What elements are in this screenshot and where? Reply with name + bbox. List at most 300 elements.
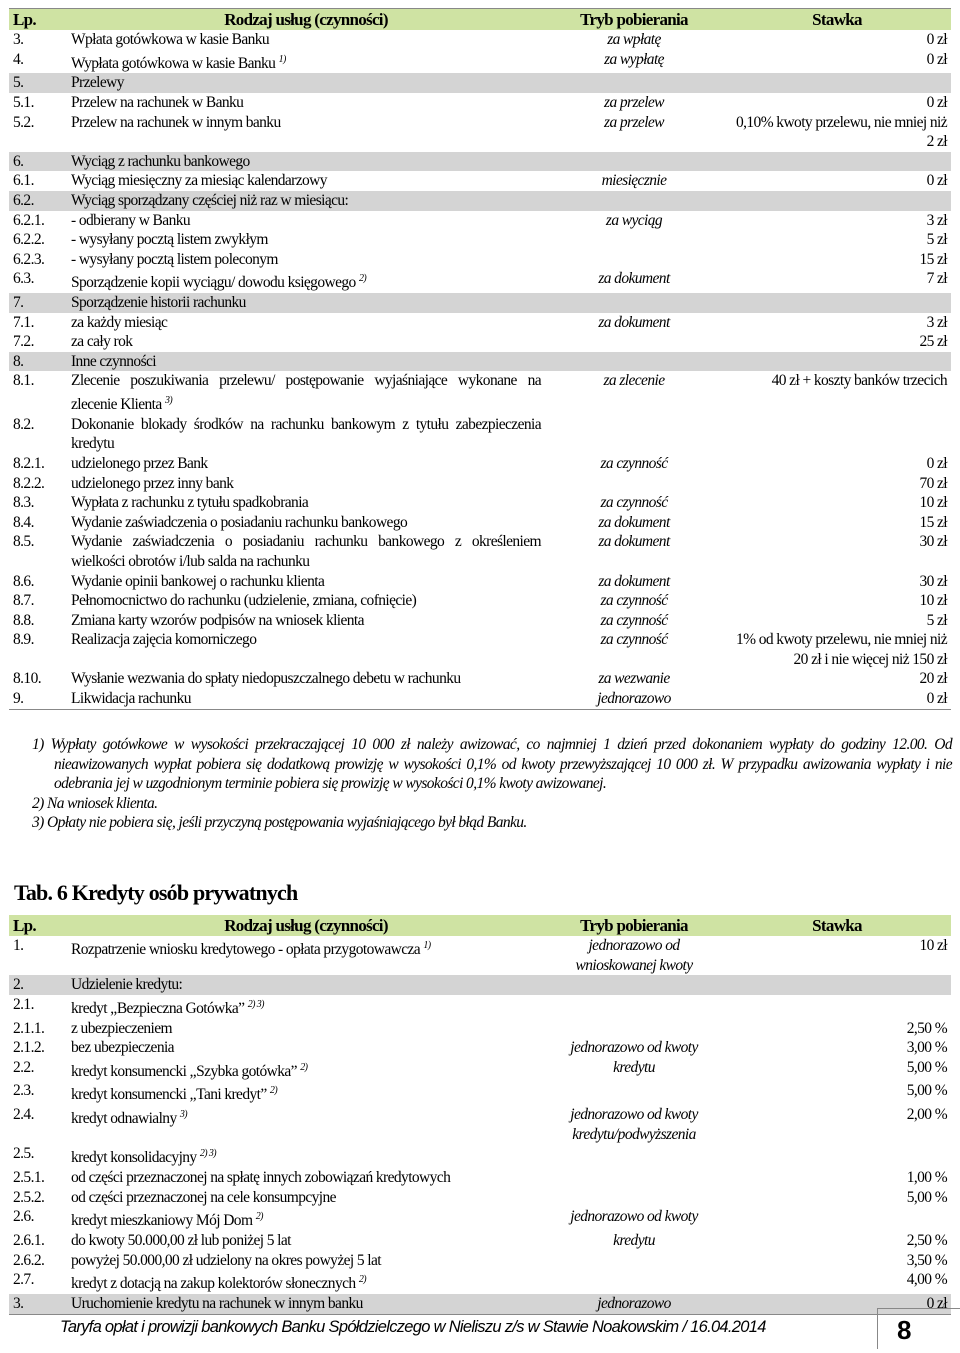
fees-table	[9, 8, 951, 710]
row-service-text: Wydanie zaświadczenia o posiadaniu rachunku bankowego	[71, 513, 408, 531]
row-lp	[9, 293, 67, 313]
table-row	[9, 250, 951, 270]
row-lp-text: 2.3.	[13, 1082, 34, 1100]
row-lp-text: 8.3.	[13, 494, 34, 512]
row-mode-text: jednorazowo	[597, 690, 671, 708]
row-service-text: Przelew na rachunek w Banku	[71, 93, 244, 111]
row-lp	[9, 1058, 67, 1082]
table-header-row	[9, 915, 951, 936]
row-service	[67, 611, 545, 631]
row-rate-text: 40 zł + koszty banków trzecich	[771, 372, 947, 390]
row-mode	[545, 1038, 723, 1058]
row-service	[67, 532, 545, 571]
row-lp-text: 2.1.2.	[13, 1039, 45, 1057]
row-rate	[723, 415, 951, 454]
row-service	[67, 1081, 545, 1105]
row-lp	[9, 1207, 67, 1231]
row-rate-text: 3 zł	[926, 211, 947, 229]
row-lp	[9, 1168, 67, 1188]
row-service-text: Wydanie opinii bankowej o rachunku klienta	[71, 572, 325, 590]
row-service	[67, 474, 545, 494]
table-row	[9, 493, 951, 513]
row-lp	[9, 474, 67, 494]
row-rate-text: 5 zł	[926, 231, 947, 249]
row-mode-text: za dokument	[598, 572, 670, 590]
row-service-text: od części przeznaczonej na spłatę innych zobowiązań kredytowych	[71, 1169, 451, 1187]
row-service	[67, 230, 545, 250]
row-mode	[545, 689, 723, 709]
row-lp-text: 8.2.	[13, 415, 34, 433]
row-service	[67, 1207, 545, 1231]
row-mode-text: za dokument	[598, 313, 670, 331]
row-lp-text: 8.2.1.	[13, 454, 45, 472]
row-service-text: kredyt konsumencki ,,Szybka gotówka”	[71, 1062, 297, 1080]
row-service-text: Przelewy	[71, 74, 124, 92]
header-lp: Lp.	[9, 9, 67, 31]
row-lp	[9, 1081, 67, 1105]
row-rate-text: 0 zł	[926, 93, 947, 111]
footnote-ref: 2) 3)	[199, 1148, 217, 1160]
row-rate	[723, 50, 951, 74]
row-rate-text: 2,50 %	[906, 1232, 947, 1250]
row-lp-text: 2.4.	[13, 1106, 34, 1124]
row-service	[67, 591, 545, 611]
table-row	[9, 454, 951, 474]
row-service	[67, 1251, 545, 1271]
row-service-text: Zlecenie poszukiwania przelewu/ postępowanie wyjaśniające wykonane na zlecenie Klienta	[71, 372, 541, 414]
row-rate-text: 30 zł	[919, 572, 947, 590]
footnote: 1) Wypłaty gotówkowe w wysokości przekraczającej 10 000 zł należy awizować, co najmniej 1 dzień przed dokonaniem wypłaty do godziny 12.00. Od nieawizowanych wypłat pobiera się dodatkową prowizję w wysokości 0,1% od kwoty przewyższającej 10 000 zł. W przypadku awizowania wypłaty i nie odebrania jej w uzgodnionym terminie pobiera się prowizję w wysokości 0,1% kwoty awizowanej.	[32, 736, 952, 792]
row-lp	[9, 371, 67, 414]
table-row	[9, 332, 951, 352]
row-service-text: Pełnomocnictwo do rachunku (udzielenie, zmiana, cofnięcie)	[71, 592, 417, 610]
row-lp	[9, 269, 67, 293]
table-row	[9, 293, 951, 313]
footnote-ref: 2)	[358, 1274, 366, 1286]
row-rate-text: 4,00 %	[906, 1271, 947, 1289]
row-service	[67, 250, 545, 270]
row-rate-text: 1,00 %	[906, 1169, 947, 1187]
row-service-text: Wydanie zaświadczenia o posiadaniu rachunku bankowego z określeniem wielkości obrotów i/lub salda na rachunku	[71, 533, 541, 570]
row-rate-text: 20 zł	[919, 670, 947, 688]
row-lp-text: 5.2.	[13, 113, 34, 131]
row-service-text: kredyt odnawialny	[71, 1110, 177, 1128]
section-title: Tab. 6 Kredyty osób prywatnych	[14, 880, 298, 905]
row-mode	[545, 211, 723, 231]
header-service: Rodzaj usług (czynności)	[67, 915, 545, 936]
row-rate	[723, 1081, 951, 1105]
row-lp-text: 2.5.2.	[13, 1188, 45, 1206]
row-rate	[723, 171, 951, 191]
row-lp-text: 6.	[13, 152, 24, 170]
footer-text: Taryfa opłat i prowizji bankowych Banku Spółdzielczego w Nieliszu z/s w Stawie Noakowskim / 16.04.2014	[60, 1318, 766, 1336]
row-rate	[723, 211, 951, 231]
row-lp-text: 6.3.	[13, 270, 34, 288]
row-rate-text: 5,00 %	[906, 1188, 947, 1206]
row-lp	[9, 113, 67, 152]
row-mode	[545, 1294, 723, 1314]
row-rate	[723, 1038, 951, 1058]
row-service	[67, 269, 545, 293]
row-rate	[723, 73, 951, 93]
row-service-text: do kwoty 50.000,00 zł lub poniżej 5 lat	[71, 1232, 291, 1250]
table-row	[9, 1207, 951, 1231]
row-service	[67, 1058, 545, 1082]
row-service	[67, 293, 545, 313]
row-service-text: Wpłata gotówkowa w kasie Banku	[71, 31, 270, 48]
row-mode	[545, 1251, 723, 1271]
row-lp-text: 6.2.3.	[13, 250, 45, 268]
row-service	[67, 415, 545, 454]
row-mode	[545, 995, 723, 1019]
row-mode	[545, 611, 723, 631]
row-rate-text: 0 zł	[926, 172, 947, 190]
row-rate-text: 3,00 %	[906, 1039, 947, 1057]
table-row	[9, 1058, 951, 1082]
row-rate	[723, 1105, 951, 1144]
row-mode	[545, 1188, 723, 1208]
row-lp	[9, 1231, 67, 1251]
table-row	[9, 669, 951, 689]
row-lp	[9, 30, 67, 50]
row-rate-text: 15 zł	[919, 250, 947, 268]
table-row	[9, 572, 951, 592]
row-service-text: Wypłata z rachunku z tytułu spadkobrania	[71, 494, 309, 512]
row-rate	[723, 332, 951, 352]
row-service	[67, 73, 545, 93]
row-lp-text: 8.9.	[13, 631, 34, 649]
row-lp	[9, 73, 67, 93]
row-mode	[545, 1019, 723, 1039]
row-service-text: kredyt z dotacją na zakup kolektorów słonecznych	[71, 1275, 356, 1293]
row-lp-text: 8.2.2.	[13, 474, 45, 492]
row-service-text: kredyt ,,Bezpieczna Gotówka”	[71, 999, 245, 1017]
row-service	[67, 1270, 545, 1294]
row-service-text: od części przeznaczonej na cele konsumpcyjne	[71, 1188, 336, 1206]
row-mode	[545, 630, 723, 669]
row-rate-text: 3,50 %	[906, 1251, 947, 1269]
row-rate	[723, 513, 951, 533]
header-mode: Tryb pobierania	[545, 9, 723, 31]
row-mode	[545, 1231, 723, 1251]
table-row	[9, 936, 951, 975]
row-service	[67, 1105, 545, 1144]
row-service	[67, 572, 545, 592]
row-mode	[545, 454, 723, 474]
row-lp-text: 3.	[13, 1295, 24, 1313]
row-rate	[723, 250, 951, 270]
row-service-text: Wyciąg z rachunku bankowego	[71, 152, 250, 170]
row-service-text: Inne czynności	[71, 352, 156, 370]
row-lp-text: 5.1.	[13, 93, 34, 111]
row-service	[67, 1019, 545, 1039]
row-mode-text: za zlecenie	[603, 372, 665, 390]
table-row	[9, 93, 951, 113]
row-rate	[723, 454, 951, 474]
row-lp	[9, 93, 67, 113]
row-rate-text: 15 zł	[919, 513, 947, 531]
row-lp	[9, 936, 67, 975]
row-mode-text: za wezwanie	[598, 670, 670, 688]
row-lp-text: 2.6.1.	[13, 1232, 45, 1250]
row-lp	[9, 171, 67, 191]
row-rate	[723, 995, 951, 1019]
row-lp	[9, 1105, 67, 1144]
row-lp	[9, 995, 67, 1019]
row-rate-text: 5,00 %	[906, 1058, 947, 1076]
row-lp-text: 8.4.	[13, 513, 34, 531]
row-rate	[723, 630, 951, 669]
row-service	[67, 1168, 545, 1188]
row-mode-text: za przelew	[604, 93, 664, 111]
row-mode-text: za wypłatę	[604, 50, 664, 68]
row-service	[67, 171, 545, 191]
footnote-ref: 2)	[255, 1211, 263, 1223]
row-service-text: z ubezpieczeniem	[71, 1019, 172, 1037]
row-service	[67, 630, 545, 669]
row-rate	[723, 975, 951, 995]
row-mode	[545, 936, 723, 975]
header-rate: Stawka	[723, 9, 951, 31]
row-rate-text: 5 zł	[926, 611, 947, 629]
row-service-text: udzielonego przez Bank	[71, 454, 208, 472]
row-lp	[9, 313, 67, 333]
row-lp-text: 2.5.	[13, 1145, 34, 1163]
row-lp	[9, 493, 67, 513]
table-row	[9, 352, 951, 372]
table-row	[9, 1294, 951, 1314]
row-mode	[545, 1168, 723, 1188]
footnotes	[32, 735, 952, 833]
row-service-text: Dokonanie blokady środków na rachunku bankowym z tytułu zabezpieczenia kredytu	[71, 415, 541, 453]
row-mode-text: za czynność	[600, 454, 668, 472]
table-row	[9, 1188, 951, 1208]
row-rate	[723, 93, 951, 113]
row-service	[67, 30, 545, 50]
row-mode	[545, 371, 723, 414]
row-mode	[545, 269, 723, 293]
table-row	[9, 1081, 951, 1105]
row-mode	[545, 415, 723, 454]
row-lp-text: 2.	[13, 976, 24, 994]
row-lp-text: 6.2.2.	[13, 231, 45, 249]
row-mode	[545, 532, 723, 571]
row-mode-text: kredytu	[613, 1058, 655, 1076]
page-number: 8	[897, 1315, 912, 1345]
row-mode	[545, 152, 723, 172]
row-mode-text: za wyciąg	[605, 211, 663, 229]
row-mode-text: jednorazowo od kwoty	[570, 1039, 698, 1057]
row-rate	[723, 1207, 951, 1231]
row-lp-text: 8.8.	[13, 611, 34, 629]
row-service-text: Sporządzenie historii rachunku	[71, 294, 246, 312]
table-row	[9, 591, 951, 611]
row-lp	[9, 352, 67, 372]
table-row	[9, 474, 951, 494]
table-row	[9, 50, 951, 74]
row-mode-text: za czynność	[600, 592, 668, 610]
row-lp-text: 3.	[13, 31, 24, 48]
row-mode-text: za czynność	[600, 611, 668, 629]
row-lp	[9, 230, 67, 250]
row-rate-text: 10 zł	[919, 592, 947, 610]
row-mode-text: kredytu	[613, 1232, 655, 1250]
row-service	[67, 211, 545, 231]
footnote: 3) Opłaty nie pobiera się, jeśli przyczyną postępowania wyjaśniającego był błąd Banku.	[32, 814, 527, 831]
row-service	[67, 50, 545, 74]
table-row	[9, 611, 951, 631]
row-service-text: kredyt konsolidacyjny	[71, 1149, 197, 1167]
table-row	[9, 191, 951, 211]
row-lp-text: 2.1.1.	[13, 1019, 45, 1037]
row-service	[67, 152, 545, 172]
table-row	[9, 1231, 951, 1251]
table-row	[9, 630, 951, 669]
row-rate	[723, 936, 951, 975]
row-rate	[723, 689, 951, 709]
row-mode-text: za dokument	[598, 513, 670, 531]
row-mode	[545, 591, 723, 611]
table-row	[9, 513, 951, 533]
row-lp-text: 8.	[13, 352, 24, 370]
row-rate	[723, 1231, 951, 1251]
row-rate-text: 10 zł	[919, 937, 947, 954]
row-service-text: za cały rok	[71, 333, 133, 351]
row-lp	[9, 152, 67, 172]
row-rate-text: 1% od kwoty przelewu, nie mniej niż 20 zł i nie więcej niż 150 zł	[735, 631, 947, 668]
row-mode	[545, 1207, 723, 1231]
row-mode	[545, 293, 723, 313]
table-row	[9, 1144, 951, 1168]
row-service	[67, 936, 545, 975]
row-rate-text: 3 zł	[926, 313, 947, 331]
header-service: Rodzaj usług (czynności)	[67, 9, 545, 31]
row-lp	[9, 669, 67, 689]
row-lp	[9, 975, 67, 995]
table-row	[9, 313, 951, 333]
row-lp	[9, 454, 67, 474]
row-rate	[723, 293, 951, 313]
row-service-text: Likwidacja rachunku	[71, 690, 191, 708]
row-rate	[723, 591, 951, 611]
row-mode-text: za czynność	[600, 494, 668, 512]
row-rate	[723, 611, 951, 631]
row-rate	[723, 371, 951, 414]
row-mode	[545, 73, 723, 93]
row-mode-text: jednorazowo od wnioskowanej kwoty	[575, 937, 693, 974]
row-service	[67, 1294, 545, 1314]
row-service-text: Realizacja zajęcia komorniczego	[71, 631, 257, 649]
row-lp	[9, 211, 67, 231]
footnote-ref: 2)	[269, 1085, 278, 1097]
row-rate	[723, 1144, 951, 1168]
row-service	[67, 1188, 545, 1208]
table-row	[9, 152, 951, 172]
table-row	[9, 995, 951, 1019]
row-service	[67, 313, 545, 333]
row-service-text: Uruchomienie kredytu na rachunek w innym banku	[71, 1295, 363, 1313]
table-row	[9, 1168, 951, 1188]
row-rate	[723, 313, 951, 333]
row-lp	[9, 1144, 67, 1168]
row-rate	[723, 1058, 951, 1082]
footnote-ref: 3)	[164, 395, 173, 406]
row-rate	[723, 1188, 951, 1208]
row-rate	[723, 1168, 951, 1188]
row-lp	[9, 532, 67, 571]
row-rate-text: 2,00 %	[906, 1106, 947, 1124]
row-service-text: Zmiana karty wzorów podpisów na wniosek klienta	[71, 611, 364, 629]
row-lp-text: 5.	[13, 74, 24, 92]
row-lp-text: 8.6.	[13, 572, 34, 590]
row-mode	[545, 171, 723, 191]
row-rate-text: 5,00 %	[906, 1082, 947, 1100]
footnote-ref: 3)	[179, 1109, 188, 1121]
row-rate-text: 0 zł	[926, 1295, 947, 1313]
row-rate	[723, 152, 951, 172]
row-rate	[723, 269, 951, 293]
row-lp-text: 7.	[13, 294, 24, 312]
row-lp-text: 9.	[13, 690, 24, 708]
row-service	[67, 93, 545, 113]
footnote-ref: 1)	[278, 53, 286, 65]
row-rate-text: 2,50 %	[906, 1019, 947, 1037]
header-rate: Stawka	[723, 915, 951, 936]
table-row	[9, 30, 951, 50]
row-mode-text: jednorazowo od kwoty	[570, 1208, 698, 1226]
row-lp-text: 2.1.	[13, 995, 34, 1013]
row-mode	[545, 30, 723, 50]
row-service	[67, 689, 545, 709]
table-row	[9, 1038, 951, 1058]
row-service-text: Wypłata gotówkowa w kasie Banku	[71, 54, 276, 72]
row-rate	[723, 493, 951, 513]
row-lp-text: 6.2.1.	[13, 211, 45, 229]
row-service-text: - wysyłany pocztą listem poleconym	[71, 250, 278, 268]
row-mode-text: za wpłatę	[607, 31, 661, 48]
row-mode-text: miesięcznie	[601, 172, 667, 190]
table-row	[9, 1251, 951, 1271]
table-row	[9, 975, 951, 995]
row-lp-text: 6.2.	[13, 191, 34, 209]
row-mode	[545, 513, 723, 533]
row-lp	[9, 1038, 67, 1058]
row-mode	[545, 1058, 723, 1082]
row-rate-text: 0,10% kwoty przelewu, nie mniej niż 2 zł	[735, 113, 947, 151]
row-lp	[9, 513, 67, 533]
row-mode	[545, 669, 723, 689]
row-service-text: Wyciąg sporządzany częściej niż raz w miesiącu:	[71, 191, 349, 209]
row-service	[67, 371, 545, 414]
credit-fees-table	[9, 915, 951, 1315]
row-mode	[545, 572, 723, 592]
row-rate	[723, 669, 951, 689]
row-service	[67, 995, 545, 1019]
row-service-text: Wyciąg miesięczny za miesiąc kalendarzowy	[71, 172, 327, 190]
row-service	[67, 513, 545, 533]
row-lp	[9, 1251, 67, 1271]
row-lp	[9, 250, 67, 270]
row-lp	[9, 415, 67, 454]
row-lp	[9, 1294, 67, 1314]
row-lp-text: 8.10.	[13, 670, 42, 688]
row-rate-text: 25 zł	[919, 333, 947, 351]
row-rate-text: 0 zł	[926, 690, 947, 708]
row-service-text: Przelew na rachunek w innym banku	[71, 113, 281, 131]
row-lp-text: 1.	[13, 937, 24, 954]
row-service-text: Sporządzenie kopii wyciągu/ dowodu księgowego	[71, 274, 356, 292]
row-service	[67, 669, 545, 689]
